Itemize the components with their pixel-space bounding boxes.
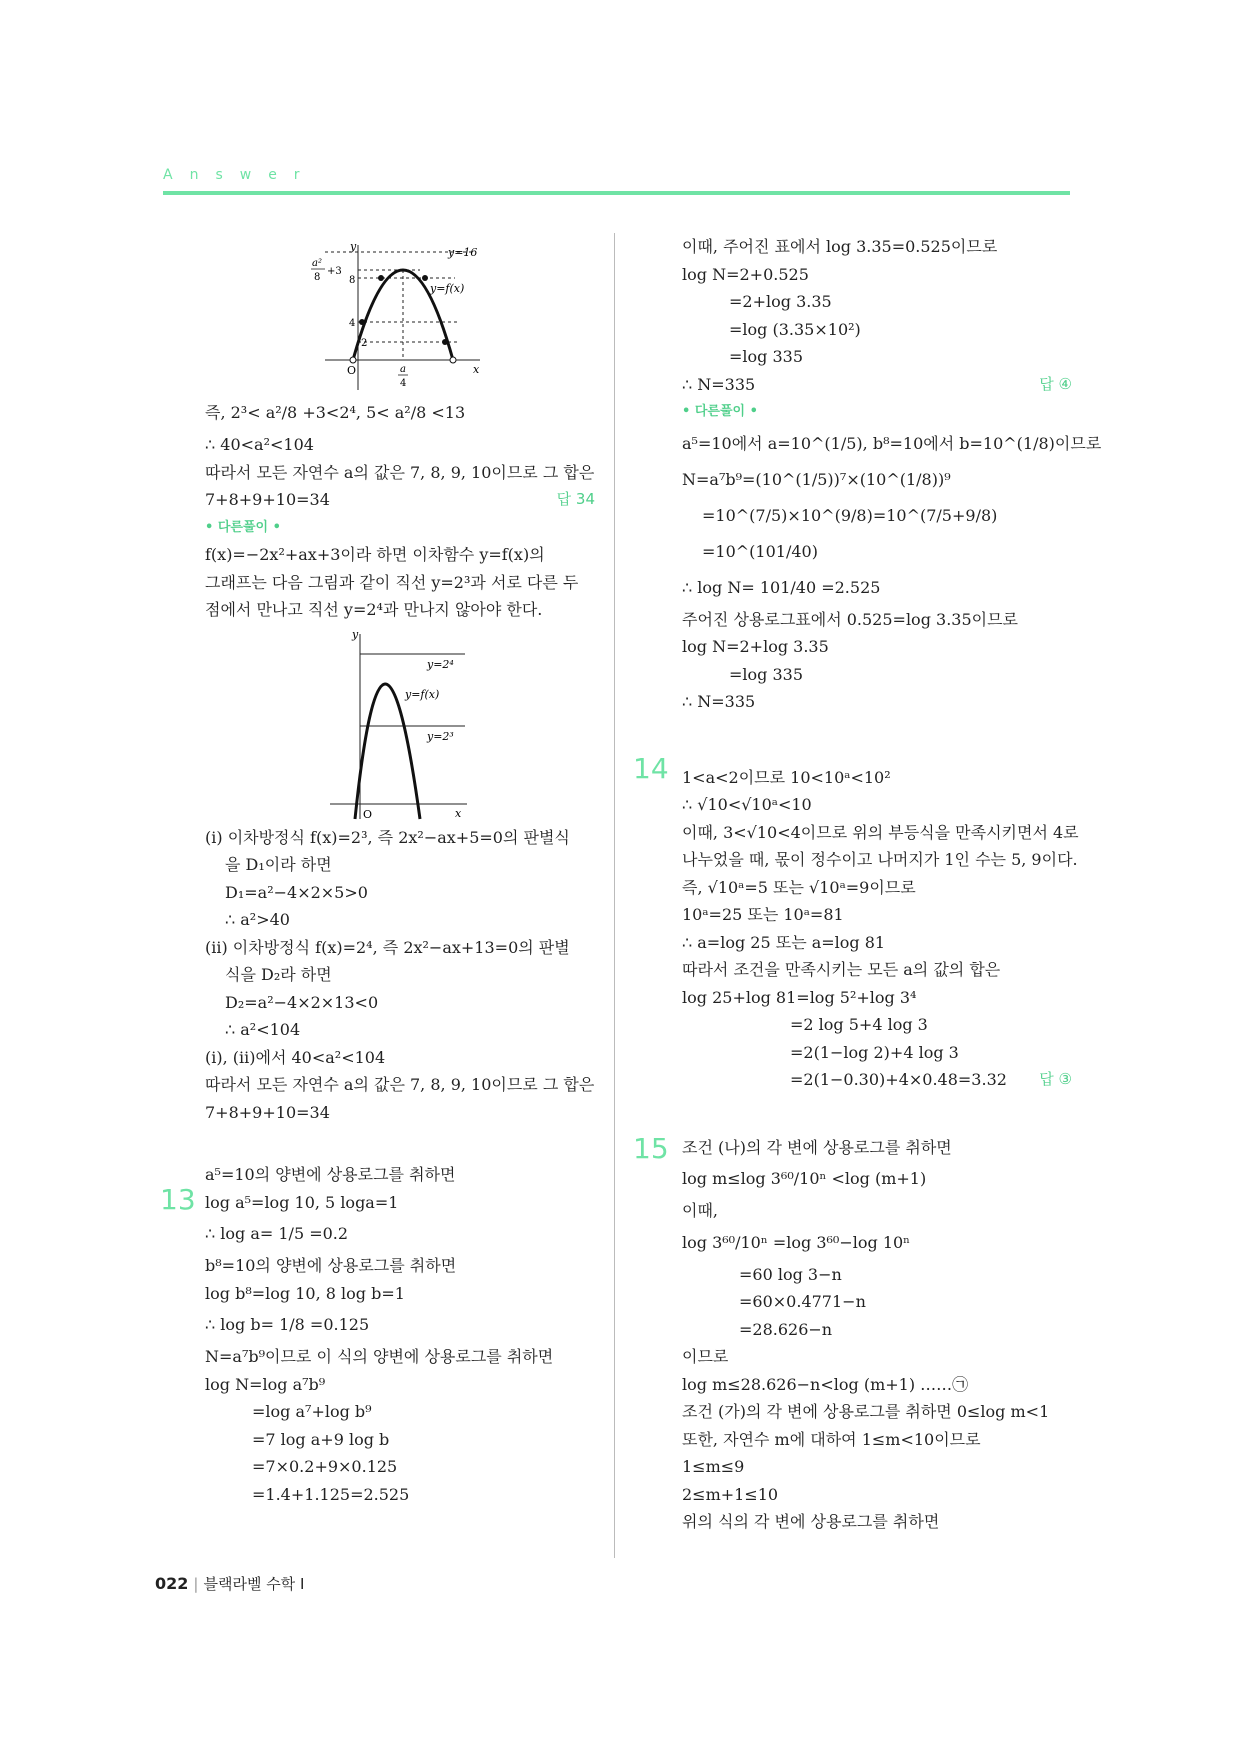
left-column xyxy=(205,240,595,1508)
line-r6-text: ∴ N=335 xyxy=(682,374,756,394)
q14-line-5: 10ᵃ=25 또는 10ᵃ=81 xyxy=(682,905,844,924)
line-r4: =log (3.35×10²) xyxy=(729,319,861,339)
q15-line-9: 조건 (가)의 각 변에 상용로그를 취하면 0≤log m<1 xyxy=(682,1402,1050,1421)
line-l1: 즉, 2³< a²/8 +3<2⁴, 5< a²/8 <13 xyxy=(205,403,466,422)
q13-line-5: ∴ log b= 1/8 =0.125 xyxy=(205,1315,370,1334)
answer-badge-13: 답 ④ xyxy=(1039,374,1072,393)
q13-line-4: log b⁸=log 10, 8 log b=1 xyxy=(205,1283,405,1303)
book-title: 블랙라벨 수학 I xyxy=(203,1575,305,1593)
q15-line-13: 위의 식의 각 변에 상용로그를 취하면 xyxy=(682,1512,940,1531)
line-l4 xyxy=(205,486,595,514)
line-r5: =log 335 xyxy=(729,347,804,366)
alternative-solution-label-2: • 다른풀이 • xyxy=(682,404,758,419)
line-l16: (ⅰ), (ⅱ)에서 40<a²<104 xyxy=(205,1047,386,1067)
graph1-x-axis-label: x xyxy=(473,363,480,376)
footer-separator: | xyxy=(193,1575,199,1593)
line-r14: =log 335 xyxy=(729,664,804,684)
graph1-origin-label: O xyxy=(347,364,357,377)
line-r12: 주어진 상용로그표에서 0.525=log 3.35이므로 xyxy=(682,609,1019,629)
line-l15: ∴ a²<104 xyxy=(225,1020,301,1039)
parabola-graph-2 xyxy=(205,624,595,824)
q14-line-11 xyxy=(682,1066,1072,1094)
line-r10: =10^(101/40) xyxy=(702,541,818,561)
q14-line-1: ∴ √10<√10ᵃ<10 xyxy=(682,795,812,814)
line-r1: 이때, 주어진 표에서 log 3.35=0.525이므로 xyxy=(682,237,998,256)
q13-line-1: log a⁵=log 10, 5 loga=1 xyxy=(205,1192,399,1212)
q15-line-3: log 3⁶⁰/10ⁿ =log 3⁶⁰−log 10ⁿ xyxy=(682,1232,911,1252)
q15-line-10: 또한, 자연수 m에 대하여 1≤m<10이므로 xyxy=(682,1429,981,1449)
q15-line-1: log m≤log 3⁶⁰/10ⁿ <log (m+1) xyxy=(682,1169,927,1188)
graph1-vertex-num: a² xyxy=(312,258,322,269)
line-l2: ∴ 40<a²<104 xyxy=(205,435,314,454)
q14-line-11-text: =2(1−0.30)+4×0.48=3.32 xyxy=(790,1070,1007,1089)
q13-line-9: =7 log a+9 log b xyxy=(252,1429,390,1449)
q15-line-0: 조건 (나)의 각 변에 상용로그를 취하면 xyxy=(682,1137,952,1157)
graph1-axis-num: a xyxy=(400,364,406,375)
line-r7: a⁵=10에서 a=10^(1/5), b⁸=10에서 b=10^(1/8)이므로 xyxy=(682,433,1102,453)
line-r2: log N=2+0.525 xyxy=(682,264,809,284)
line-r9: =10^(7/5)×10^(9/8)=10^(7/5+9/8) xyxy=(702,505,998,525)
q15-line-11: 1≤m≤9 xyxy=(682,1457,745,1476)
graph2-origin-label: O xyxy=(363,807,373,821)
graph2-y-axis-label: y xyxy=(352,627,359,641)
q14-line-7: 따라서 조건을 만족시키는 모든 a의 값의 합은 xyxy=(682,960,1001,979)
q13-line-3: b⁸=10의 양변에 상용로그를 취하면 xyxy=(205,1256,457,1275)
q14-line-3: 나누었을 때, 몫이 정수이고 나머지가 1인 수는 5, 9이다. xyxy=(682,850,1078,869)
line-l4-text: 7+8+9+10=34 xyxy=(205,490,330,509)
line-l17: 따라서 모든 자연수 a의 값은 7, 8, 9, 10이므로 그 합은 xyxy=(205,1075,595,1094)
line-l11: ∴ a²>40 xyxy=(225,910,290,929)
graph2-line-mid-label: y=2³ xyxy=(427,729,454,743)
page-number: 022 xyxy=(155,1574,189,1593)
line-r6 xyxy=(682,371,1072,399)
answer-badge-14: 답 ③ xyxy=(1039,1070,1072,1088)
graph1-line-16-label: y=16 xyxy=(448,246,478,259)
q13-line-2: ∴ log a= 1/5 =0.2 xyxy=(205,1224,349,1243)
right-column xyxy=(682,233,1102,1536)
column-divider xyxy=(614,233,615,1558)
line-l5: f(x)=−2x²+ax+3이라 하면 이차함수 y=f(x)의 xyxy=(205,545,545,564)
line-l10: D₁=a²−4×2×5>0 xyxy=(225,882,368,902)
graph2-curve-label: y=f(x) xyxy=(405,687,440,701)
graph1-tick-8: 8 xyxy=(349,275,356,286)
q15-line-8: log m≤28.626−n<log (m+1) ……㉠ xyxy=(682,1374,969,1394)
q13-line-11: =1.4+1.125=2.525 xyxy=(252,1484,410,1504)
alternative-solution-label: • 다른풀이 • xyxy=(205,519,281,535)
graph1-vertex-tail: +3 xyxy=(327,266,342,277)
q15-line-4: =60 log 3−n xyxy=(739,1264,842,1284)
q14-line-6: ∴ a=log 25 또는 a=log 81 xyxy=(682,932,886,952)
question-number-13: 13 xyxy=(160,1183,196,1216)
line-r13: log N=2+log 3.35 xyxy=(682,637,829,656)
q15-line-2: 이때, xyxy=(682,1201,718,1220)
question-number-15: 15 xyxy=(633,1132,669,1165)
header-rule xyxy=(163,191,1070,195)
line-l18: 7+8+9+10=34 xyxy=(205,1102,330,1122)
q13-line-0: a⁵=10의 양변에 상용로그를 취하면 xyxy=(205,1165,456,1184)
line-l13: 식을 D₂라 하면 xyxy=(225,965,332,984)
header-label: Answer xyxy=(163,167,317,183)
graph1-axis-den: 4 xyxy=(400,378,407,389)
line-l3: 따라서 모든 자연수 a의 값은 7, 8, 9, 10이므로 그 합은 xyxy=(205,462,595,482)
graph1-y-axis-label: y xyxy=(350,240,357,253)
q14-line-4: 즉, √10ᵃ=5 또는 √10ᵃ=9이므로 xyxy=(682,877,916,897)
q14-line-10: =2(1−log 2)+4 log 3 xyxy=(790,1042,959,1062)
q14-line-9: =2 log 5+4 log 3 xyxy=(790,1015,928,1034)
q15-line-7: 이므로 xyxy=(682,1347,729,1366)
line-r3: =2+log 3.35 xyxy=(729,292,832,311)
graph1-curve-label: y=f(x) xyxy=(430,282,465,295)
graph1-tick-2: 2 xyxy=(361,338,368,349)
line-l7: 점에서 만나고 직선 y=2⁴과 만나지 않아야 한다. xyxy=(205,600,543,619)
q13-line-6: N=a⁷b⁹이므로 이 식의 양변에 상용로그를 취하면 xyxy=(205,1347,554,1366)
q15-line-6: =28.626−n xyxy=(739,1319,833,1339)
answer-badge-12: 답 34 xyxy=(556,490,595,508)
line-l14: D₂=a²−4×2×13<0 xyxy=(225,992,379,1012)
page-footer xyxy=(155,1573,304,1594)
question-number-14: 14 xyxy=(633,752,669,785)
line-l6: 그래프는 다음 그림과 같이 직선 y=2³과 서로 다른 두 xyxy=(205,572,579,592)
line-l8: (ⅰ) 이차방정식 f(x)=2³, 즉 2x²−ax+5=0의 판별식 xyxy=(205,827,570,847)
line-r11: ∴ log N= 101/40 =2.525 xyxy=(682,577,881,597)
line-r8: N=a⁷b⁹=(10^(1/5))⁷×(10^(1/8))⁹ xyxy=(682,469,951,489)
q13-line-7: log N=log a⁷b⁹ xyxy=(205,1374,326,1394)
graph1-tick-4: 4 xyxy=(349,318,356,329)
line-l12: (ⅱ) 이차방정식 f(x)=2⁴, 즉 2x²−ax+13=0의 판별 xyxy=(205,937,570,957)
q14-line-0: 1<a<2이므로 10<10ᵃ<10² xyxy=(682,767,891,787)
parabola-graph-1 xyxy=(205,240,595,395)
q15-line-5: =60×0.4771−n xyxy=(739,1292,866,1311)
q15-line-12: 2≤m+1≤10 xyxy=(682,1484,779,1504)
graph2-line-top-label: y=2⁴ xyxy=(427,657,454,671)
q13-line-8: =log a⁷+log b⁹ xyxy=(252,1402,372,1421)
line-r15: ∴ N=335 xyxy=(682,692,756,711)
line-l9: 을 D₁이라 하면 xyxy=(225,855,332,874)
q14-line-2: 이때, 3<√10<4이므로 위의 부등식을 만족시키면서 4로 xyxy=(682,822,1079,842)
q14-line-8: log 25+log 81=log 5²+log 3⁴ xyxy=(682,987,917,1007)
graph1-vertex-den: 8 xyxy=(314,272,321,283)
graph2-x-axis-label: x xyxy=(455,806,462,820)
q13-line-10: =7×0.2+9×0.125 xyxy=(252,1457,398,1476)
